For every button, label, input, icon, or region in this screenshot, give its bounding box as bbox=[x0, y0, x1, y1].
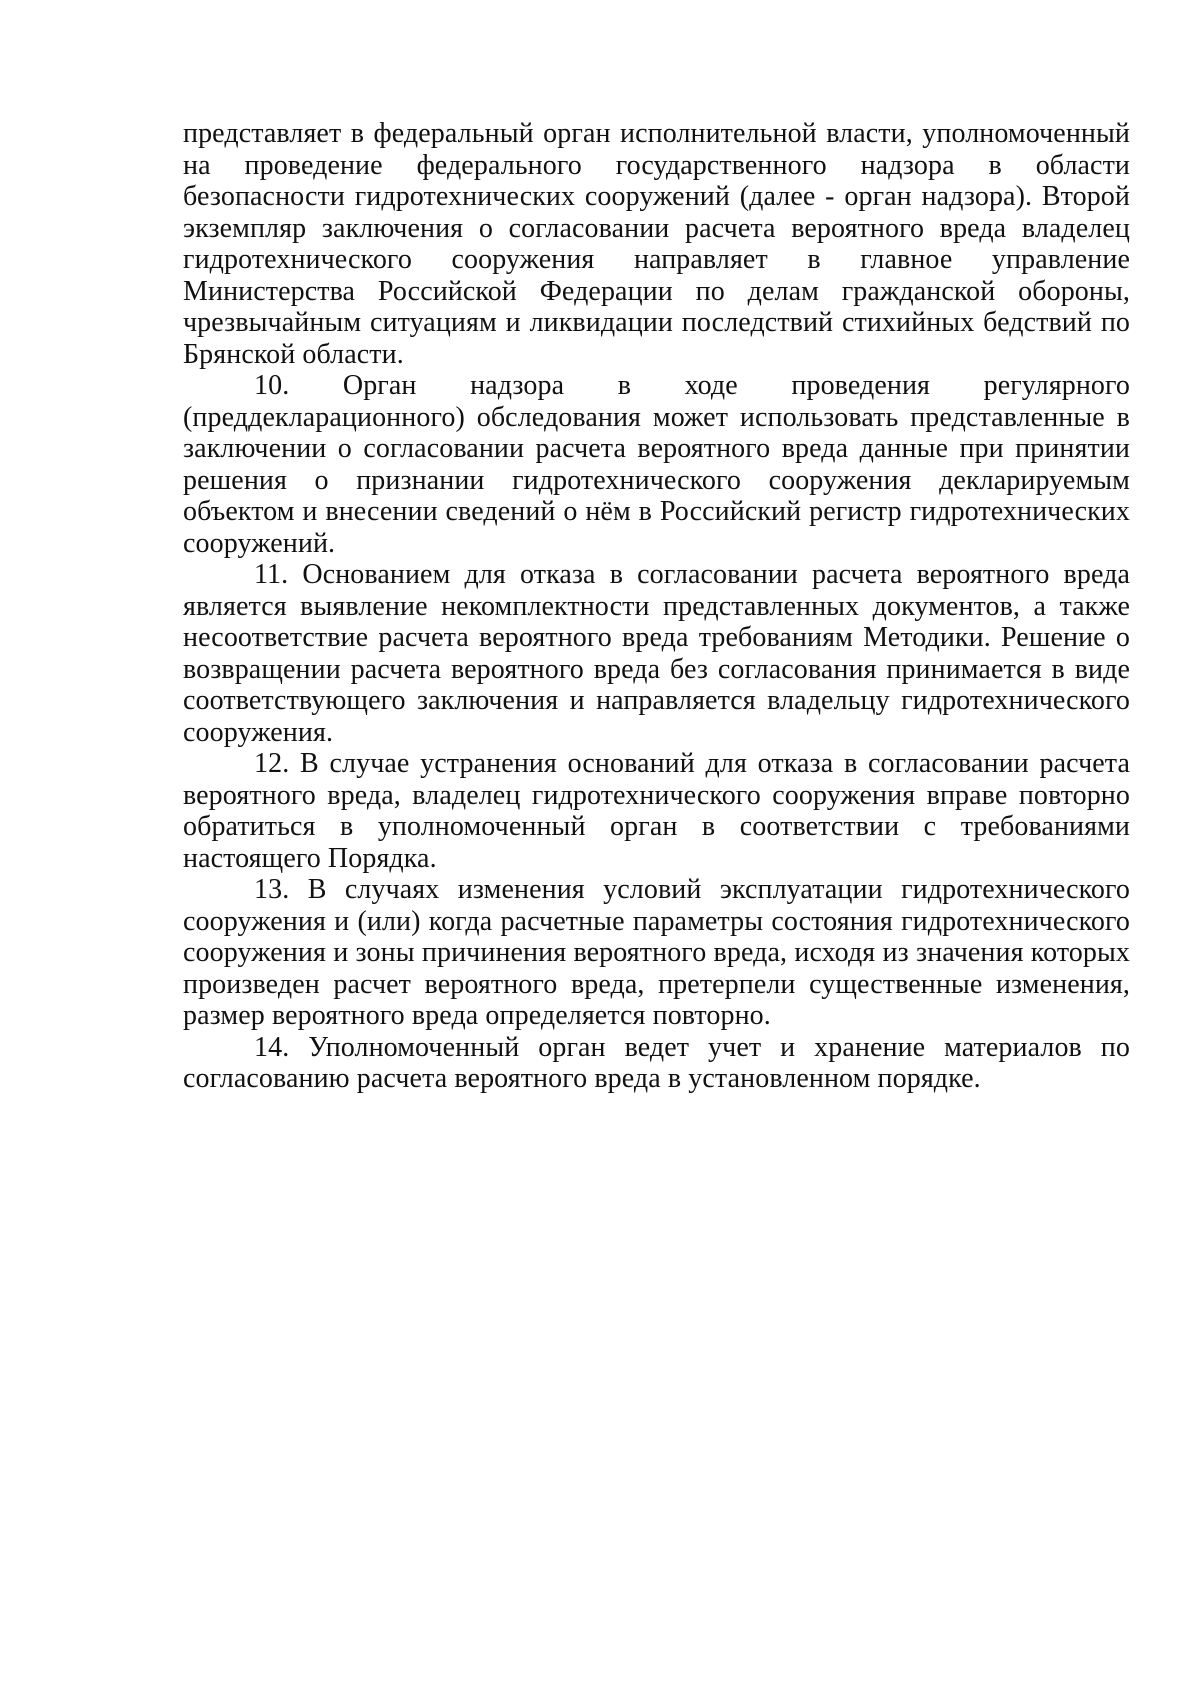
paragraph-item-10: 10. Орган надзора в ходе проведения регулярного (преддекларационного) обследования может использовать представленные в заключении о согласовании расчета вероятного вреда данные при принятии решения о признании гидротехнического сооружения декларируемым объектом и внесении сведений о нём в Российский регистр гидротехнических сооружений. bbox=[183, 370, 1130, 559]
document-body bbox=[183, 118, 1130, 1095]
paragraph-item-13: 13. В случаях изменения условий эксплуатации гидротехнического сооружения и (или) когда расчетные параметры состояния гидротехнического сооружения и зоны причинения вероятного вреда, исходя из значения которых произведен расчет вероятного вреда, претерпели существенные изменения, размер вероятного вреда определяется повторно. bbox=[183, 874, 1130, 1031]
paragraph-item-14: 14. Уполномоченный орган ведет учет и хранение материалов по согласованию расчета вероятного вреда в установленном порядке. bbox=[183, 1031, 1130, 1094]
paragraph-continuation: представляет в федеральный орган исполнительной власти, уполномоченный на проведение федерального государственного надзора в области безопасности гидротехнических сооружений (далее - орган надзора). Второй экземпляр заключения о согласовании расчета вероятного вреда владелец гидротехнического сооружения направляет в главное управление Министерства Российской Федерации по делам гражданской обороны, чрезвычайным ситуациям и ликвидации последствий стихийных бедствий по Брянской области. bbox=[183, 118, 1130, 370]
paragraph-item-12: 12. В случае устранения оснований для отказа в согласовании расчета вероятного вреда, владелец гидротехнического сооружения вправе повторно обратиться в уполномоченный орган в соответствии с требованиями настоящего Порядка. bbox=[183, 748, 1130, 874]
paragraph-item-11: 11. Основанием для отказа в согласовании расчета вероятного вреда является выявление некомплектности представленных документов, а также несоответствие расчета вероятного вреда требованиям Методики. Решение о возвращении расчета вероятного вреда без согласования принимается в виде соответствующего заключения и направляется владельцу гидротехнического сооружения. bbox=[183, 559, 1130, 748]
